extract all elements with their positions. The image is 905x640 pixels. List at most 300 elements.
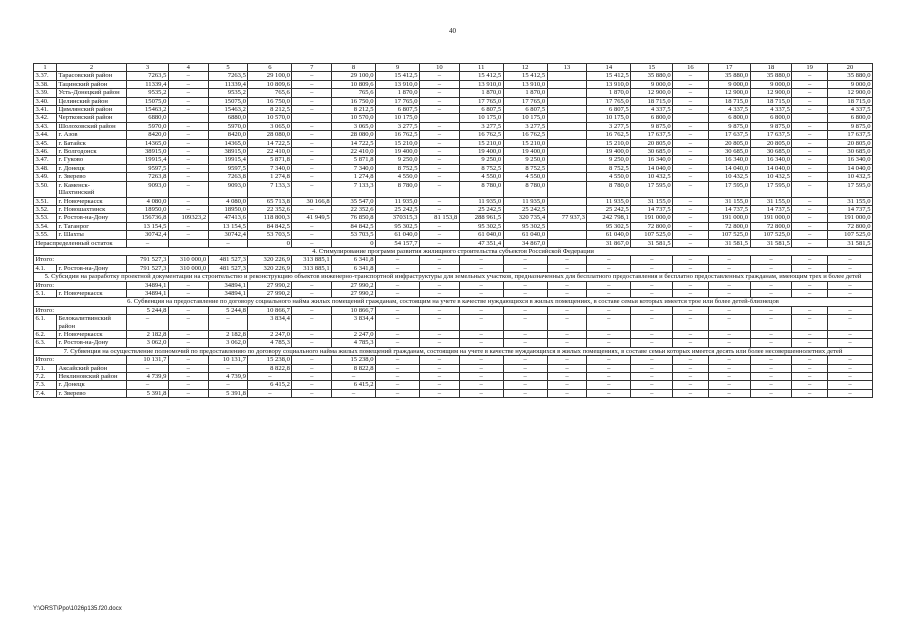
table-cell: – xyxy=(587,373,631,381)
table-cell: – xyxy=(292,97,332,105)
table-cell: 19 400,0 xyxy=(503,148,547,156)
table-cell: 4 337,5 xyxy=(750,106,792,114)
section-title: 7. Субвенция на осуществление полномочий по предоставлению по договору социального найма жилых помещений гражданам, состоящим на учете в качестве нуждающихся в жилых помещениях, в составе семьи которых имеется десять или более несовершеннолетних детей xyxy=(34,347,873,355)
table-cell: 18 715,0 xyxy=(708,97,750,105)
table-cell: 370315,3 xyxy=(376,214,420,222)
table-cell: – xyxy=(708,289,750,297)
table-cell: – xyxy=(827,373,872,381)
table-cell: – xyxy=(792,97,828,105)
table-cell: 95 302,5 xyxy=(503,222,547,230)
section-title: 4. Стимулирование программ развития жилищного строительства субъектов Российской Федерации xyxy=(34,247,873,255)
row-number: 7.1. xyxy=(34,364,57,372)
table-cell: 10 809,6 xyxy=(332,80,376,88)
table-cell: 7263,5 xyxy=(127,72,169,80)
column-number: 18 xyxy=(750,64,792,72)
table-cell: – xyxy=(631,331,673,339)
table-cell: – xyxy=(750,256,792,264)
table-cell: – xyxy=(673,381,709,389)
table-cell: 13 154,5 xyxy=(208,222,248,230)
municipality-name: г. Шахты xyxy=(57,231,127,239)
table-cell: – xyxy=(459,381,503,389)
table-cell: 20 805,0 xyxy=(827,139,872,147)
municipality-name: г. Донецк xyxy=(57,381,127,389)
table-cell: – xyxy=(673,281,709,289)
table-cell: – xyxy=(168,339,208,347)
table-cell: – xyxy=(459,306,503,314)
table-cell: 17 765,0 xyxy=(503,97,547,105)
row-number: 6.2. xyxy=(34,331,57,339)
row-number: 3.39. xyxy=(34,89,57,97)
column-number: 8 xyxy=(332,64,376,72)
table-cell: 38915,0 xyxy=(208,148,248,156)
table-cell: 25 242,5 xyxy=(587,205,631,213)
table-cell: 3 834,4 xyxy=(248,315,292,331)
table-cell: – xyxy=(792,197,828,205)
table-cell: – xyxy=(168,197,208,205)
table-cell: 15 210,0 xyxy=(503,139,547,147)
table-cell: 5 871,8 xyxy=(248,156,292,164)
table-cell: – xyxy=(547,389,587,397)
table-cell: 31 867,0 xyxy=(587,239,631,247)
table-cell: 9597,5 xyxy=(208,164,248,172)
table-cell: 5970,0 xyxy=(127,122,169,130)
summary-row xyxy=(34,239,873,247)
table-cell: 31 581,5 xyxy=(750,239,792,247)
column-number: 19 xyxy=(792,64,828,72)
table-cell: – xyxy=(208,239,248,247)
section-row xyxy=(34,247,873,255)
row-label: Нераспределенный остаток xyxy=(34,239,127,247)
row-number: 4.1. xyxy=(34,264,57,272)
table-cell: – xyxy=(503,289,547,297)
table-cell: 95 302,5 xyxy=(459,222,503,230)
table-row xyxy=(34,315,873,331)
table-cell: – xyxy=(547,281,587,289)
table-cell: – xyxy=(168,106,208,114)
table-cell: 14 040,0 xyxy=(750,164,792,172)
table-cell: 4 080,0 xyxy=(127,197,169,205)
table-cell xyxy=(419,114,459,122)
table-cell: – xyxy=(503,281,547,289)
table-cell: – xyxy=(459,364,503,372)
table-cell xyxy=(547,80,587,88)
table-cell: 18950,0 xyxy=(208,205,248,213)
table-cell: – xyxy=(827,381,872,389)
table-cell: 54 157,7 xyxy=(376,239,420,247)
table-cell: – xyxy=(792,315,828,331)
table-cell: 10 175,0 xyxy=(587,114,631,122)
table-cell: 14 722,5 xyxy=(248,139,292,147)
column-number: 6 xyxy=(248,64,292,72)
municipality-name: г. Донецк xyxy=(57,164,127,172)
table-cell: 6 807,5 xyxy=(459,106,503,114)
table-cell: – xyxy=(503,389,547,397)
municipality-name: Тацинский район xyxy=(57,80,127,88)
table-cell: – xyxy=(673,356,709,364)
table-cell: 30 685,0 xyxy=(750,148,792,156)
table-cell: 6 807,5 xyxy=(376,106,420,114)
table-cell xyxy=(547,122,587,130)
municipality-name: г. Новочеркасск xyxy=(57,197,127,205)
municipality-name: г. Волгодонск xyxy=(57,148,127,156)
table-cell: – xyxy=(708,306,750,314)
table-cell: – xyxy=(459,281,503,289)
table-cell: 12 900,0 xyxy=(631,89,673,97)
table-cell: – xyxy=(419,381,459,389)
table-cell: – xyxy=(503,356,547,364)
row-number: 7.3. xyxy=(34,381,57,389)
column-number: 5 xyxy=(208,64,248,72)
table-cell: – xyxy=(792,331,828,339)
table-cell: 17 637,5 xyxy=(631,131,673,139)
table-cell: – xyxy=(168,381,208,389)
table-cell: – xyxy=(750,389,792,397)
table-cell: 320 735,4 xyxy=(503,214,547,222)
table-cell: – xyxy=(292,389,332,397)
table-cell: 35 547,0 xyxy=(332,197,376,205)
table-cell xyxy=(547,106,587,114)
table-cell: 3 277,5 xyxy=(503,122,547,130)
table-cell: – xyxy=(292,381,332,389)
table-cell: 191 000,0 xyxy=(750,214,792,222)
table-cell: – xyxy=(248,389,292,397)
table-cell: – xyxy=(673,72,709,80)
table-cell: – xyxy=(168,80,208,88)
table-cell: 31 581,5 xyxy=(708,239,750,247)
table-cell: – xyxy=(673,373,709,381)
table-cell: 9 000,0 xyxy=(631,80,673,88)
table-cell: – xyxy=(673,364,709,372)
table-cell: – xyxy=(792,389,828,397)
table-cell: 3 065,0 xyxy=(332,122,376,130)
table-cell: – xyxy=(673,139,709,147)
table-cell: – xyxy=(792,181,828,197)
table-cell: 17 637,5 xyxy=(750,131,792,139)
table-cell: – xyxy=(208,315,248,331)
table-cell: 7 133,3 xyxy=(332,181,376,197)
row-number: 3.55. xyxy=(34,231,57,239)
table-cell: – xyxy=(587,281,631,289)
table-cell: 20 805,0 xyxy=(750,139,792,147)
table-cell: 8 780,0 xyxy=(587,181,631,197)
column-number: 17 xyxy=(708,64,750,72)
table-cell: 30742,4 xyxy=(208,231,248,239)
row-number: 3.47. xyxy=(34,156,57,164)
table-cell: 77 937,3 xyxy=(547,214,587,222)
table-row xyxy=(34,381,873,389)
table-cell: – xyxy=(750,315,792,331)
table-cell: – xyxy=(708,364,750,372)
table-cell: 765,6 xyxy=(248,89,292,97)
table-cell: – xyxy=(292,181,332,197)
page-number: 40 xyxy=(449,27,456,35)
row-number: 6.3. xyxy=(34,339,57,347)
municipality-name: г. Ростов-на-Дону xyxy=(57,264,127,272)
table-cell: 10 570,0 xyxy=(332,114,376,122)
table-cell: 95 302,5 xyxy=(587,222,631,230)
table-cell: 34 867,0 xyxy=(503,239,547,247)
table-cell: – xyxy=(419,97,459,105)
table-cell: 13 910,0 xyxy=(503,80,547,88)
table-cell: 15 412,5 xyxy=(503,72,547,80)
column-number: 1 xyxy=(34,64,57,72)
summary-row xyxy=(34,356,873,364)
table-cell: – xyxy=(827,315,872,331)
column-number: 7 xyxy=(292,64,332,72)
table-cell: – xyxy=(503,256,547,264)
table-cell: – xyxy=(631,256,673,264)
table-cell: – xyxy=(419,315,459,331)
table-cell: 4 550,0 xyxy=(459,173,503,181)
table-cell: 19 400,0 xyxy=(376,148,420,156)
row-number: 3.54. xyxy=(34,222,57,230)
table-cell: 53 703,5 xyxy=(248,231,292,239)
table-cell: 791 527,3 xyxy=(127,256,169,264)
table-cell: 8 780,0 xyxy=(503,181,547,197)
table-cell: – xyxy=(459,315,503,331)
table-cell: 81 153,8 xyxy=(419,214,459,222)
table-row xyxy=(34,173,873,181)
table-cell: – xyxy=(547,256,587,264)
table-cell: 19915,4 xyxy=(127,156,169,164)
table-cell: 38915,0 xyxy=(127,148,169,156)
table-cell: – xyxy=(292,373,332,381)
table-cell: 17 765,0 xyxy=(376,97,420,105)
table-cell: – xyxy=(419,356,459,364)
table-cell: 10 175,0 xyxy=(459,114,503,122)
table-cell xyxy=(547,139,587,147)
table-cell: – xyxy=(168,389,208,397)
table-cell: – xyxy=(631,264,673,272)
table-row xyxy=(34,289,873,297)
section-row xyxy=(34,298,873,306)
table-cell: – xyxy=(419,231,459,239)
table-cell: – xyxy=(168,306,208,314)
table-cell: – xyxy=(673,97,709,105)
table-cell: – xyxy=(459,256,503,264)
table-cell: – xyxy=(292,331,332,339)
table-cell xyxy=(547,72,587,80)
table-cell: – xyxy=(547,373,587,381)
table-cell: 34894,1 xyxy=(208,281,248,289)
table-body xyxy=(34,64,873,398)
table-cell: 7 133,3 xyxy=(248,181,292,197)
row-label: Итого: xyxy=(34,256,127,264)
table-cell xyxy=(792,114,828,122)
table-cell: 12 900,0 xyxy=(750,89,792,97)
table-cell: 14 040,0 xyxy=(631,164,673,172)
municipality-name: г. Новочеркасск xyxy=(57,289,127,297)
table-cell: 31 155,0 xyxy=(631,197,673,205)
table-cell: 61 040,0 xyxy=(587,231,631,239)
row-number: 3.48. xyxy=(34,164,57,172)
table-cell: – xyxy=(127,364,169,372)
table-cell: – xyxy=(292,239,332,247)
table-cell: – xyxy=(792,106,828,114)
table-cell xyxy=(547,181,587,197)
table-cell: 28 080,0 xyxy=(332,131,376,139)
table-cell: – xyxy=(792,205,828,213)
municipality-name: г. Гуково xyxy=(57,156,127,164)
table-cell: 4 550,0 xyxy=(587,173,631,181)
table-cell: 8 752,5 xyxy=(459,164,503,172)
table-row xyxy=(34,205,873,213)
table-cell: 3 277,5 xyxy=(587,122,631,130)
table-cell: 10 131,7 xyxy=(127,356,169,364)
table-cell: 4 080,0 xyxy=(208,197,248,205)
table-cell: – xyxy=(673,122,709,130)
table-cell: 8 780,0 xyxy=(376,181,420,197)
table-cell: – xyxy=(168,97,208,105)
table-cell: 34894,1 xyxy=(127,289,169,297)
table-cell: – xyxy=(168,231,208,239)
table-cell: – xyxy=(792,239,828,247)
table-cell: 9597,5 xyxy=(127,164,169,172)
table-cell: 10 432,5 xyxy=(827,173,872,181)
table-cell: – xyxy=(292,131,332,139)
table-cell: – xyxy=(673,231,709,239)
table-cell: – xyxy=(673,256,709,264)
table-cell: 4 785,3 xyxy=(248,339,292,347)
table-cell: 8 212,5 xyxy=(248,106,292,114)
table-cell xyxy=(547,239,587,247)
table-cell: – xyxy=(292,80,332,88)
table-cell: – xyxy=(547,339,587,347)
table-cell: 95 302,5 xyxy=(376,222,420,230)
table-cell: 3 065,0 xyxy=(248,122,292,130)
table-cell: 15075,0 xyxy=(127,97,169,105)
table-cell: 107 525,0 xyxy=(708,231,750,239)
table-cell: – xyxy=(792,89,828,97)
summary-row xyxy=(34,281,873,289)
table-cell: – xyxy=(292,148,332,156)
table-cell: – xyxy=(750,339,792,347)
table-cell: 18950,0 xyxy=(127,205,169,213)
table-cell: 15 238,0 xyxy=(332,356,376,364)
table-cell: 31 581,5 xyxy=(827,239,872,247)
table-cell: – xyxy=(168,373,208,381)
table-cell: 27 990,2 xyxy=(332,281,376,289)
table-cell: 0 xyxy=(248,239,292,247)
table-cell: 10 809,6 xyxy=(248,80,292,88)
table-cell: – xyxy=(673,197,709,205)
table-cell xyxy=(547,97,587,105)
table-cell: – xyxy=(631,364,673,372)
table-cell: 30 166,8 xyxy=(292,197,332,205)
row-number: 3.52. xyxy=(34,205,57,213)
table-cell: 2 182,8 xyxy=(208,331,248,339)
table-cell: 118 800,3 xyxy=(248,214,292,222)
table-cell: – xyxy=(419,181,459,197)
table-cell: 12 900,0 xyxy=(708,89,750,97)
table-cell: – xyxy=(459,289,503,297)
table-cell: 6880,0 xyxy=(127,114,169,122)
table-row xyxy=(34,197,873,205)
table-cell: – xyxy=(750,364,792,372)
table-cell: 47413,6 xyxy=(208,214,248,222)
table-cell: – xyxy=(419,139,459,147)
table-cell: – xyxy=(292,89,332,97)
table-cell: 4 739,9 xyxy=(208,373,248,381)
table-cell: – xyxy=(292,122,332,130)
table-cell: 29 100,0 xyxy=(332,72,376,80)
table-cell: – xyxy=(419,389,459,397)
table-cell: 17 765,0 xyxy=(459,97,503,105)
table-cell: – xyxy=(792,264,828,272)
row-number: 3.40. xyxy=(34,97,57,105)
table-cell: 8 780,0 xyxy=(459,181,503,197)
table-cell: 11339,4 xyxy=(208,80,248,88)
table-cell: – xyxy=(792,214,828,222)
table-cell: – xyxy=(827,289,872,297)
table-cell: 15075,0 xyxy=(208,97,248,105)
table-cell: 19 400,0 xyxy=(459,148,503,156)
table-cell: 27 990,2 xyxy=(248,289,292,297)
table-cell: – xyxy=(168,89,208,97)
row-number: 3.45. xyxy=(34,139,57,147)
table-cell: 9 250,0 xyxy=(587,156,631,164)
table-cell: – xyxy=(168,164,208,172)
table-cell: – xyxy=(376,315,420,331)
table-cell: – xyxy=(673,239,709,247)
row-number: 7.2. xyxy=(34,373,57,381)
table-cell: 8 822,8 xyxy=(332,364,376,372)
table-cell: – xyxy=(168,331,208,339)
table-cell: 6880,0 xyxy=(208,114,248,122)
table-cell: 25 242,5 xyxy=(459,205,503,213)
municipality-name: г. Зверево xyxy=(57,389,127,397)
table-cell: – xyxy=(792,131,828,139)
table-cell: 10 570,0 xyxy=(248,114,292,122)
table-cell: 9 875,0 xyxy=(708,122,750,130)
table-cell: – xyxy=(376,256,420,264)
table-cell: 4 739,9 xyxy=(127,373,169,381)
table-cell: – xyxy=(673,306,709,314)
table-cell: 9 000,0 xyxy=(708,80,750,88)
table-cell: 4 550,0 xyxy=(376,173,420,181)
table-cell: 3 277,5 xyxy=(459,122,503,130)
table-row xyxy=(34,156,873,164)
table-cell: 10 866,7 xyxy=(332,306,376,314)
table-row xyxy=(34,72,873,80)
table-cell: 6 341,8 xyxy=(332,256,376,264)
table-cell: – xyxy=(459,389,503,397)
table-cell: – xyxy=(827,339,872,347)
table-cell: 288 961,5 xyxy=(459,214,503,222)
table-row xyxy=(34,222,873,230)
table-cell: – xyxy=(376,281,420,289)
table-cell: 17 637,5 xyxy=(708,131,750,139)
table-cell: 61 040,0 xyxy=(459,231,503,239)
table-cell: 6 415,2 xyxy=(332,381,376,389)
table-row xyxy=(34,339,873,347)
table-cell: 15 210,0 xyxy=(376,139,420,147)
table-cell: 3 277,5 xyxy=(376,122,420,130)
table-cell: – xyxy=(587,315,631,331)
table-cell: – xyxy=(587,389,631,397)
table-cell: – xyxy=(708,389,750,397)
table-cell: – xyxy=(503,381,547,389)
table-cell: – xyxy=(708,315,750,331)
table-cell: – xyxy=(419,148,459,156)
table-cell: – xyxy=(792,222,828,230)
table-cell: 1 870,0 xyxy=(459,89,503,97)
table-cell: 14 722,5 xyxy=(332,139,376,147)
table-cell: 5 871,8 xyxy=(332,156,376,164)
table-cell: 19915,4 xyxy=(208,156,248,164)
table-cell: 28 080,0 xyxy=(248,131,292,139)
table-cell xyxy=(168,114,208,122)
